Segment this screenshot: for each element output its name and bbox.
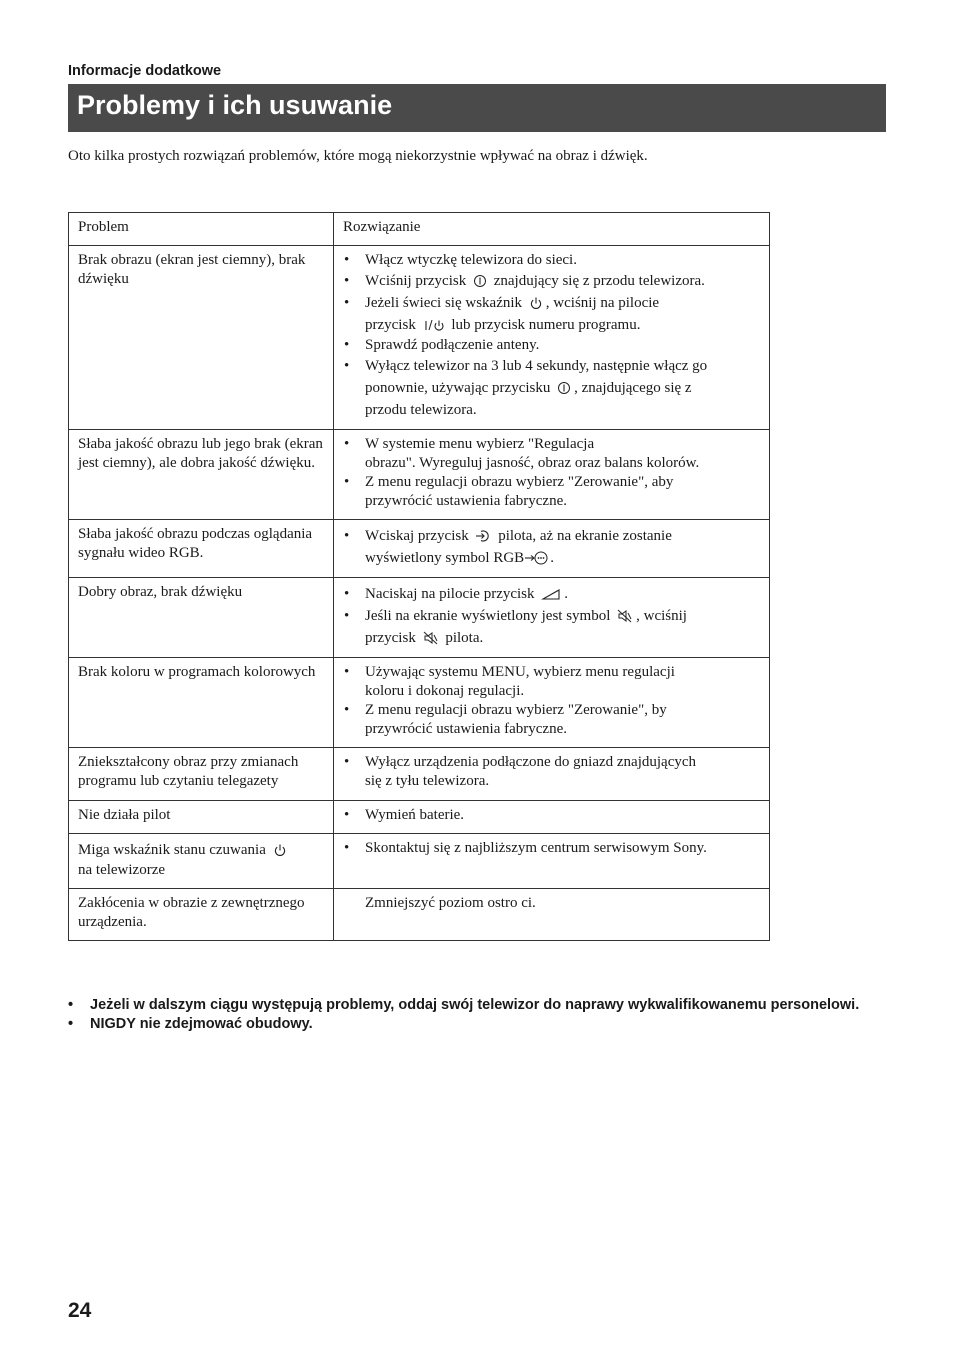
problem-cell: Brak koloru w programach kolorowych [69, 658, 334, 748]
standby-icon [529, 296, 543, 310]
solution-item: • Sprawdź podłączenie anteny. [343, 336, 760, 355]
solution-item: • Używając systemu MENU, wybierz menu regulacji koloru i dokonaj regulacji. [343, 663, 760, 701]
solution-cell [334, 748, 770, 801]
volume-icon [541, 587, 561, 601]
standby-icon [273, 843, 287, 857]
solution-item: • Wciśnij przycisk znajdujący się z przodu telewizora. [343, 270, 760, 292]
solution-cell [334, 578, 770, 658]
column-header-solution: Rozwiązanie [334, 213, 770, 246]
table-row [69, 658, 770, 748]
problem-cell: Dobry obraz, brak dźwięku [69, 578, 334, 658]
solution-item: • Naciskaj na pilocie przycisk . [343, 583, 760, 605]
solution-cell [334, 520, 770, 578]
tv-standby-icon [423, 318, 445, 332]
title-bar [68, 84, 886, 132]
solution-item: • Włącz wtyczkę telewizora do sieci. [343, 251, 760, 270]
problem-cell: Nie działa pilot [69, 801, 334, 834]
page-title: Problemy i ich usuwanie [77, 90, 393, 120]
table-row [69, 246, 770, 430]
solution-item: • Wciskaj przycisk pilota, aż na ekranie zostanie wyświetlony symbol RGB . [343, 525, 760, 569]
solution-item: • Skontaktuj się z najbliższym centrum serwisowym Sony. [343, 839, 760, 858]
solution-item: Zmniejszyć poziom ostro ci. [365, 895, 536, 911]
note-item: • NIGDY nie zdejmować obudowy. [68, 1015, 868, 1034]
solution-item: • Wyłącz urządzenia podłączone do gniazd znajdujących się z tyłu telewizora. [343, 753, 760, 791]
power-button-icon [473, 274, 487, 288]
solution-cell [334, 246, 770, 430]
problem-cell: Zakłócenia w obrazie z zewnętrznego urządzenia. [69, 889, 334, 941]
solution-cell [334, 834, 770, 889]
table-row [69, 430, 770, 520]
table-row [69, 889, 770, 941]
solution-cell [334, 430, 770, 520]
problem-cell: Zniekształcony obraz przy zmianach programu lub czytaniu telegazety [69, 748, 334, 801]
table-row [69, 834, 770, 889]
solution-item: • W systemie menu wybierz "Regulacja obrazu". Wyreguluj jasność, obraz oraz balans kolorów. [343, 435, 760, 473]
page-number: 24 [68, 1299, 92, 1322]
table-row [69, 578, 770, 658]
problem-cell: Brak obrazu (ekran jest ciemny), brak dźwięku [69, 246, 334, 430]
intro-text: Oto kilka prostych rozwiązań problemów, które mogą niekorzystnie wpływać na obraz i dźwięk. [68, 148, 648, 164]
mute-icon [423, 631, 439, 645]
solution-item: • Z menu regulacji obrazu wybierz "Zerowanie", aby przywrócić ustawienia fabryczne. [343, 473, 760, 511]
table-header-row [69, 213, 770, 246]
section-label: Informacje dodatkowe [68, 63, 222, 79]
problem-cell: Słaba jakość obrazu podczas oglądania sygnału wideo RGB. [69, 520, 334, 578]
notes [68, 996, 868, 1034]
note-item: • Jeżeli w dalszym ciągu występują problemy, oddaj swój telewizor do naprawy wykwalifikowanemu personelowi. [68, 996, 868, 1015]
power-button-icon [557, 381, 571, 395]
rgb-input-icon [525, 551, 549, 565]
solution-item: • Jeśli na ekranie wyświetlony jest symbol , wciśnij przycisk pilota. [343, 605, 760, 649]
mute-icon [617, 609, 633, 623]
solution-item: • Z menu regulacji obrazu wybierz "Zerowanie", by przywrócić ustawienia fabryczne. [343, 701, 760, 739]
solution-item: • Wymień baterie. [343, 806, 760, 825]
problem-cell: Miga wskaźnik stanu czuwania na telewizorze [69, 834, 334, 889]
solution-cell [334, 658, 770, 748]
column-header-problem: Problem [69, 213, 334, 246]
input-select-icon [475, 529, 491, 543]
table-row [69, 520, 770, 578]
solution-item: • Wyłącz telewizor na 3 lub 4 sekundy, następnie włącz go ponownie, używając przycisku , znajdującego się z przodu telewizora. [343, 355, 760, 421]
solution-cell [334, 801, 770, 834]
solution-cell [334, 889, 770, 941]
table-row [69, 748, 770, 801]
troubleshooting-table [68, 212, 770, 941]
solution-item: • Jeżeli świeci się wskaźnik , wciśnij na pilocie przycisk lub przycisk numeru programu. [343, 292, 760, 336]
table-row [69, 801, 770, 834]
problem-cell: Słaba jakość obrazu lub jego brak (ekran jest ciemny), ale dobra jakość dźwięku. [69, 430, 334, 520]
